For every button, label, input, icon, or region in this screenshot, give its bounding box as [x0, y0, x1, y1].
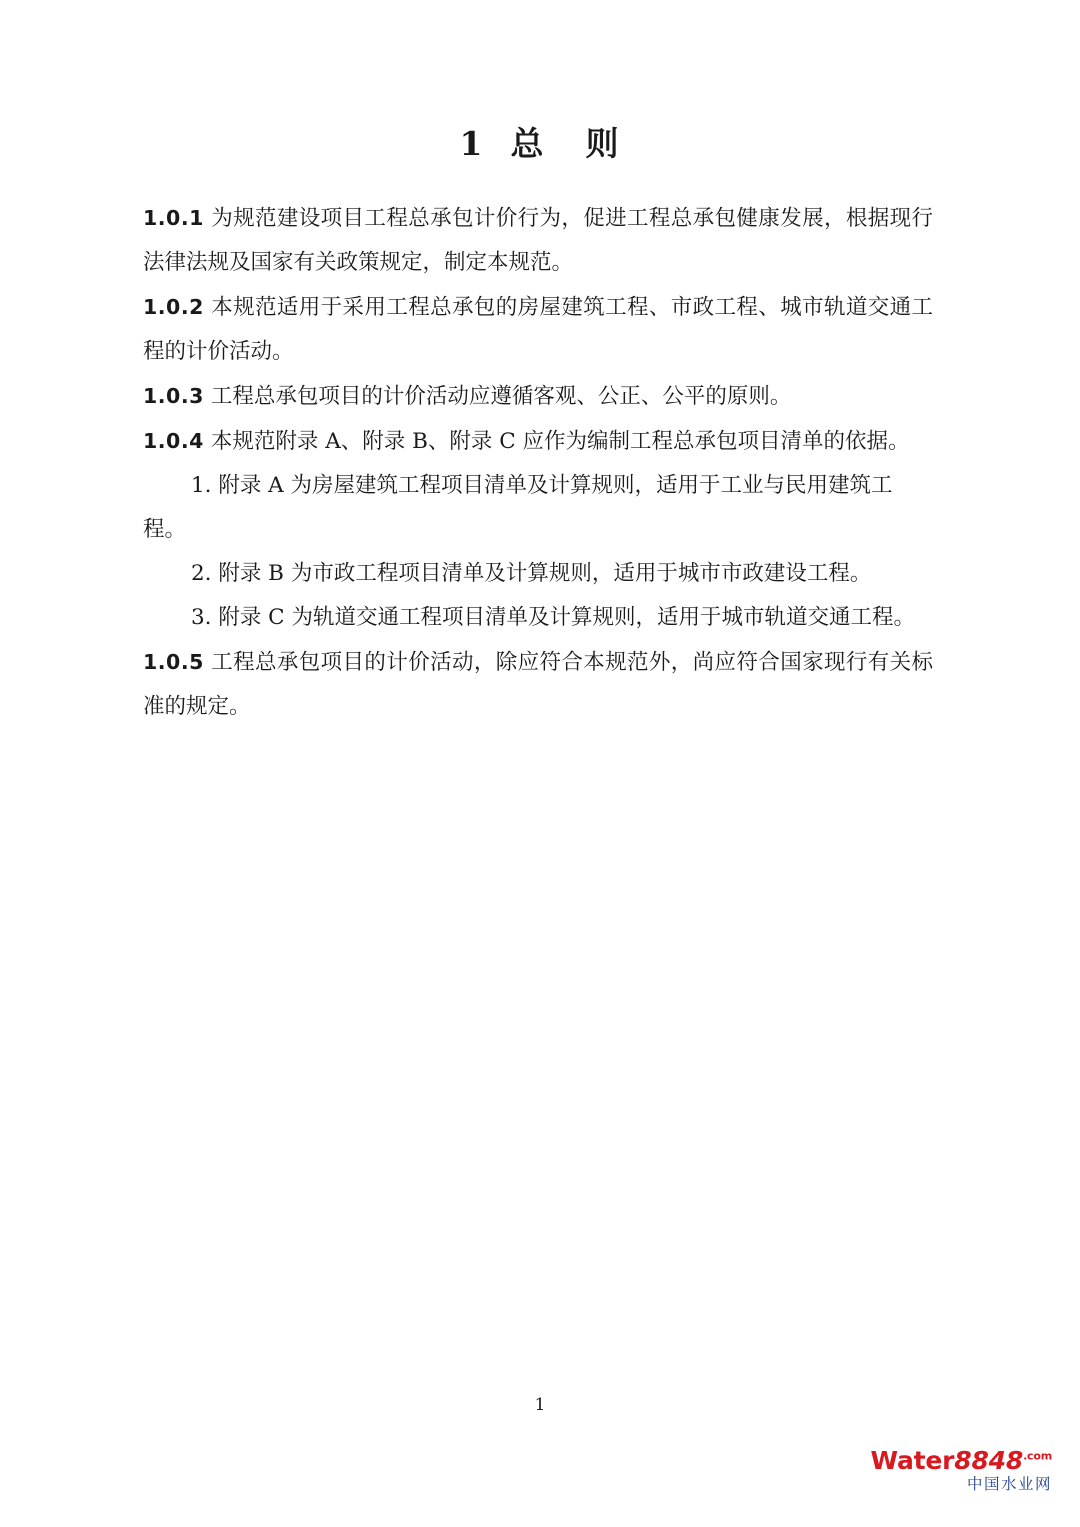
page-number: 1 — [534, 1395, 546, 1415]
clause-label: 1.0.1 — [143, 206, 204, 230]
clause-text: 工程总承包项目的计价活动，除应符合本规范外，尚应符合国家现行有关标准的规定。 — [143, 650, 933, 719]
clause-label: 1.0.4 — [143, 429, 204, 453]
watermark-subtitle: 中国水业网 — [966, 1475, 1052, 1494]
clause-1-0-4 — [143, 419, 933, 464]
clause-text: 工程总承包项目的计价活动应遵循客观、公正、公平的原则。 — [210, 384, 792, 409]
body-text — [143, 196, 933, 729]
watermark-number: 8848 — [954, 1446, 1024, 1475]
chapter-title-char-2: 则 — [585, 124, 621, 163]
watermark-logo — [842, 1448, 1052, 1474]
clause-text: 为规范建设项目工程总承包计价行为，促进工程总承包健康发展，根据现行法律法规及国家有关政策规定，制定本规范。 — [143, 206, 933, 275]
chapter-title — [0, 118, 1080, 165]
clause-1-0-2 — [143, 285, 933, 374]
sub-item-2: 2. 附录 B 为市政工程项目清单及计算规则，适用于城市市政建设工程。 — [191, 561, 872, 586]
chapter-title-char-1: 总 — [510, 124, 546, 163]
sub-item-3: 3. 附录 C 为轨道交通工程项目清单及计算规则，适用于城市轨道交通工程。 — [191, 605, 915, 630]
clause-1-0-1 — [143, 196, 933, 285]
watermark-main-text: Water — [870, 1446, 955, 1475]
clause-text: 本规范附录 A、附录 B、附录 C 应作为编制工程总承包项目清单的依据。 — [210, 429, 910, 454]
clause-text: 本规范适用于采用工程总承包的房屋建筑工程、市政工程、城市轨道交通工程的计价活动。 — [143, 295, 933, 364]
clause-1-0-5 — [143, 640, 933, 729]
sub-item-1: 1. 附录 A 为房屋建筑工程项目清单及计算规则，适用于工业与民用建筑工程。 — [143, 473, 893, 542]
clause-label: 1.0.2 — [143, 295, 204, 319]
clause-label: 1.0.3 — [143, 384, 204, 408]
watermark — [842, 1448, 1052, 1493]
chapter-number: 1 — [459, 124, 485, 163]
clause-1-0-3 — [143, 374, 933, 419]
clause-label: 1.0.5 — [143, 650, 204, 674]
watermark-domain: .com — [1023, 1449, 1052, 1463]
